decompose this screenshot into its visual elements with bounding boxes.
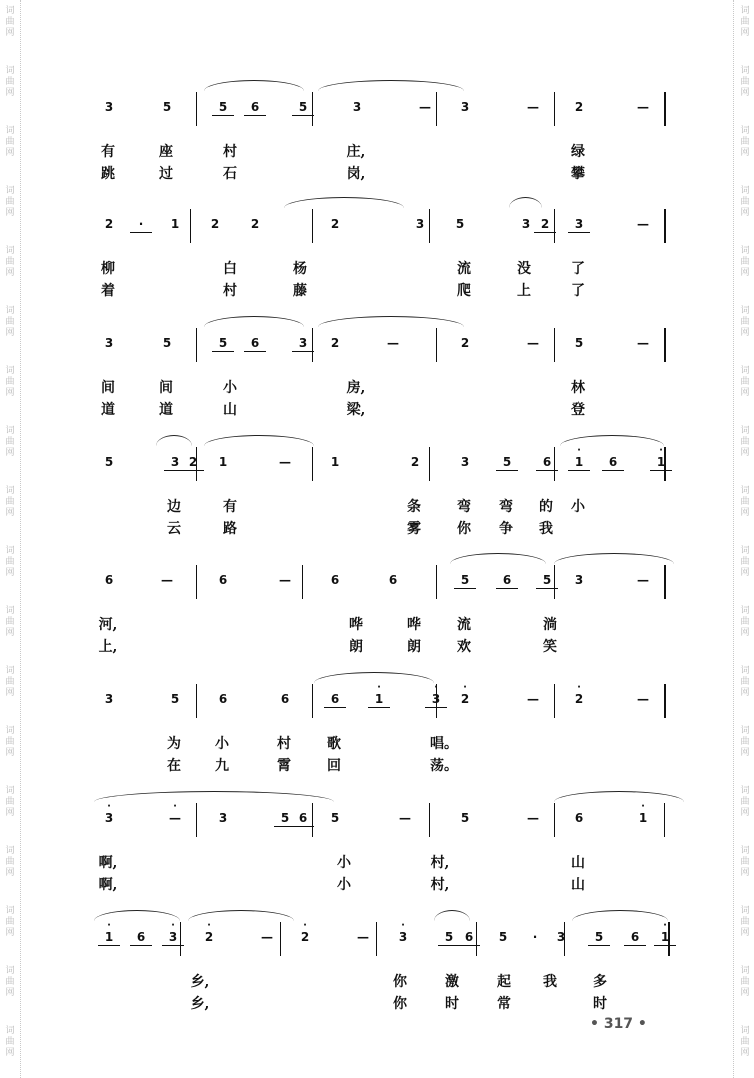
note: 3 · bbox=[392, 930, 414, 944]
slur bbox=[204, 80, 304, 91]
bar-line bbox=[376, 922, 377, 956]
octave-dot: · bbox=[171, 920, 175, 931]
watermark-text: 词 曲 网 bbox=[5, 906, 15, 938]
bar-line bbox=[196, 684, 197, 718]
lyric-verse-1: 小 bbox=[223, 380, 237, 396]
bar-line bbox=[196, 447, 197, 481]
watermark-text: 词 曲 网 bbox=[5, 606, 15, 638]
octave-dot: · bbox=[207, 920, 211, 931]
note: 5 bbox=[170, 692, 180, 706]
lyric-verse-1: 边 bbox=[167, 499, 181, 515]
note: 3 bbox=[352, 100, 362, 114]
note: — bbox=[399, 811, 411, 825]
note: 6 bbox=[602, 455, 624, 471]
lyric-verse-2: 朗 bbox=[407, 639, 421, 655]
lyric-verse-2: 上, bbox=[98, 639, 118, 655]
right-margin-watermark bbox=[733, 0, 754, 1078]
notation-line bbox=[84, 799, 684, 839]
score-system bbox=[84, 680, 684, 800]
watermark-text: 词 曲 网 bbox=[740, 6, 750, 38]
note: 3 · bbox=[425, 692, 447, 708]
watermark-text: 词 曲 网 bbox=[5, 366, 15, 398]
note: 1 · bbox=[654, 930, 676, 946]
bar-line bbox=[564, 922, 565, 956]
lyric-verse-1: 弯 bbox=[499, 499, 513, 515]
bar-line bbox=[312, 209, 313, 243]
note: 2 bbox=[182, 455, 204, 471]
lyric-verse-2: 岗, bbox=[346, 166, 366, 182]
watermark-text: 词 曲 网 bbox=[740, 906, 750, 938]
note: 6 bbox=[536, 455, 558, 471]
note: 2 bbox=[250, 217, 260, 231]
note: 1 bbox=[330, 455, 340, 469]
note: 6 bbox=[624, 930, 646, 946]
lyric-verse-2: 朗 bbox=[349, 639, 363, 655]
octave-dot: · bbox=[107, 801, 111, 812]
note: 3 bbox=[574, 573, 584, 587]
note: 1 bbox=[170, 217, 180, 231]
lyric-verse-2: 山 bbox=[223, 402, 237, 418]
lyric-verse-2: 村, bbox=[430, 877, 450, 893]
lyric-verse-1: 了 bbox=[571, 261, 585, 277]
lyric-verse-1: 座 bbox=[159, 144, 173, 160]
lyric-verse-2: 小 bbox=[337, 877, 351, 893]
notation-line bbox=[84, 918, 684, 958]
note: 2 · bbox=[568, 692, 590, 706]
watermark-text: 词 曲 网 bbox=[740, 726, 750, 758]
slur bbox=[318, 80, 464, 91]
watermark-text: 词 曲 网 bbox=[5, 966, 15, 998]
watermark-text: 词 曲 网 bbox=[5, 666, 15, 698]
lyric-verse-1: 间 bbox=[101, 380, 115, 396]
lyric-verse-1: 弯 bbox=[457, 499, 471, 515]
bar-line bbox=[554, 209, 555, 243]
lyric-verse-2: 山 bbox=[571, 877, 585, 893]
lyric-verse-2: 在 bbox=[167, 758, 181, 774]
lyric-verse-2: 爬 bbox=[457, 283, 471, 299]
lyric-verse-2: 九 bbox=[215, 758, 229, 774]
bar-line bbox=[196, 565, 197, 599]
note: 2 bbox=[210, 217, 220, 231]
note: 6 bbox=[104, 573, 114, 587]
watermark-text: 词 曲 网 bbox=[740, 546, 750, 578]
lyric-verse-2: 云 bbox=[167, 521, 181, 537]
lyric-verse-1: 林 bbox=[571, 380, 585, 396]
lyric-verse-2: 了 bbox=[571, 283, 585, 299]
note: 6 bbox=[496, 573, 518, 589]
note: — bbox=[527, 336, 539, 350]
note: — bbox=[387, 336, 399, 350]
watermark-text: 词 曲 网 bbox=[740, 486, 750, 518]
lyric-verse-2: 登 bbox=[571, 402, 585, 418]
note: 5 bbox=[454, 573, 476, 589]
watermark-text: 词 曲 网 bbox=[5, 126, 15, 158]
watermark-text: 词 曲 网 bbox=[740, 186, 750, 218]
note: — · bbox=[164, 811, 186, 825]
note: 5 bbox=[536, 573, 558, 589]
lyric-verse-2: 荡。 bbox=[430, 758, 458, 774]
watermark-text: 词 曲 网 bbox=[5, 246, 15, 278]
note: 3 · bbox=[162, 930, 184, 946]
lyric-verse-1: 村, bbox=[430, 855, 450, 871]
note: — bbox=[637, 336, 649, 350]
bar-line bbox=[429, 209, 430, 243]
bar-line bbox=[312, 803, 313, 837]
bar-line bbox=[554, 92, 555, 126]
notation-line bbox=[84, 324, 684, 364]
lyric-verse-2: 跳 bbox=[101, 166, 115, 182]
note: 1 · bbox=[568, 455, 590, 471]
watermark-text: 词 曲 网 bbox=[740, 126, 750, 158]
note: 5 bbox=[212, 100, 234, 116]
lyric-verse-1: 激 bbox=[445, 974, 459, 990]
lyric-verse-1: 有 bbox=[101, 144, 115, 160]
watermark-text: 词 曲 网 bbox=[5, 306, 15, 338]
octave-dot: · bbox=[173, 801, 177, 812]
note: 5 bbox=[460, 811, 470, 825]
watermark-text: 词 曲 网 bbox=[5, 66, 15, 98]
note: 3 bbox=[104, 692, 114, 706]
bar-line bbox=[554, 565, 555, 599]
lyric-verse-1: 山 bbox=[571, 855, 585, 871]
lyric-verse-2: 时 bbox=[445, 996, 459, 1012]
watermark-text: 词 曲 网 bbox=[740, 246, 750, 278]
note: — bbox=[357, 930, 369, 944]
notation-line bbox=[84, 680, 684, 720]
lyric-verse-2: 上 bbox=[517, 283, 531, 299]
lyric-verse-2: 村 bbox=[223, 283, 237, 299]
lyric-verse-1: 流 bbox=[457, 261, 471, 277]
note: 6 bbox=[218, 573, 228, 587]
lyric-verse-1: 的 bbox=[539, 499, 553, 515]
octave-dot: · bbox=[303, 920, 307, 931]
note: — bbox=[637, 692, 649, 706]
note: 6 bbox=[458, 930, 480, 946]
note: 2 bbox=[330, 217, 340, 231]
note: 3 bbox=[415, 217, 425, 231]
lyric-verse-2: 时 bbox=[593, 996, 607, 1012]
bar-line bbox=[312, 447, 313, 481]
octave-dot: · bbox=[377, 682, 381, 693]
bar-line bbox=[436, 684, 437, 718]
note: 3 bbox=[292, 336, 314, 352]
bar-line bbox=[436, 92, 437, 126]
bar-line bbox=[664, 209, 666, 243]
note: 5 bbox=[330, 811, 340, 825]
octave-dot: · bbox=[577, 445, 581, 456]
lyric-verse-1: 我 bbox=[543, 974, 557, 990]
bar-line bbox=[196, 92, 197, 126]
note: — bbox=[161, 573, 173, 587]
lyric-verse-2: 攀 bbox=[571, 166, 585, 182]
note: 5 bbox=[438, 930, 460, 946]
lyric-verse-2: 我 bbox=[539, 521, 553, 537]
lyric-verse-1: 绿 bbox=[571, 144, 585, 160]
score-system bbox=[84, 324, 684, 444]
bar-line bbox=[280, 922, 281, 956]
note: 6 bbox=[218, 692, 228, 706]
octave-dot: · bbox=[663, 920, 667, 931]
note: 1 · bbox=[650, 455, 672, 471]
note: — bbox=[527, 692, 539, 706]
bar-line bbox=[312, 328, 313, 362]
octave-dot: · bbox=[463, 682, 467, 693]
bar-line bbox=[476, 922, 477, 956]
lyric-verse-1: 柳 bbox=[101, 261, 115, 277]
page-number: • 317 • bbox=[590, 1016, 647, 1032]
note: 6 bbox=[280, 692, 290, 706]
octave-dot: · bbox=[641, 801, 645, 812]
note: 3 bbox=[104, 336, 114, 350]
note: 5 bbox=[292, 100, 314, 116]
octave-dot: · bbox=[401, 920, 405, 931]
watermark-text: 词 曲 网 bbox=[5, 846, 15, 878]
lyric-verse-2: 梁, bbox=[346, 402, 366, 418]
lyric-verse-2: 争 bbox=[499, 521, 513, 537]
note: 5 bbox=[496, 455, 518, 471]
bar-line bbox=[196, 803, 197, 837]
watermark-text: 词 曲 网 bbox=[740, 306, 750, 338]
lyric-verse-2: 藤 bbox=[293, 283, 307, 299]
octave-dot: · bbox=[434, 682, 438, 693]
bar-line bbox=[302, 565, 303, 599]
lyric-verse-1: 村 bbox=[223, 144, 237, 160]
lyric-verse-2: 霄 bbox=[277, 758, 291, 774]
octave-dot: · bbox=[659, 445, 663, 456]
lyric-verse-2: 乡, bbox=[190, 996, 210, 1012]
watermark-text: 词 曲 网 bbox=[740, 426, 750, 458]
bar-line bbox=[664, 92, 666, 126]
note: — bbox=[637, 100, 649, 114]
note: · bbox=[130, 217, 152, 233]
note: 3 bbox=[164, 455, 186, 471]
lyric-verse-2: 雾 bbox=[407, 521, 421, 537]
watermark-text: 词 曲 网 bbox=[740, 666, 750, 698]
score-system bbox=[84, 799, 684, 919]
note: 3 bbox=[521, 217, 531, 231]
watermark-text: 词 曲 网 bbox=[740, 606, 750, 638]
bar-line bbox=[664, 684, 666, 718]
lyric-verse-1: 庄, bbox=[346, 144, 366, 160]
note: 3 bbox=[104, 100, 114, 114]
note: 2 bbox=[460, 336, 470, 350]
bar-line bbox=[180, 922, 181, 956]
bar-line bbox=[554, 684, 555, 718]
note: 2 bbox=[410, 455, 420, 469]
lyric-verse-2: 啊, bbox=[98, 877, 118, 893]
lyric-verse-1: 条 bbox=[407, 499, 421, 515]
note: 5 bbox=[588, 930, 610, 946]
lyric-verse-2: 道 bbox=[101, 402, 115, 418]
lyric-verse-1: 房, bbox=[346, 380, 366, 396]
note: 1 bbox=[218, 455, 228, 469]
note: 2 bbox=[104, 217, 114, 231]
note: 5 bbox=[212, 336, 234, 352]
bar-line bbox=[429, 447, 430, 481]
note: 6 bbox=[324, 692, 346, 708]
lyric-verse-1: 小 bbox=[337, 855, 351, 871]
bar-line bbox=[196, 328, 197, 362]
lyric-verse-1: 没 bbox=[517, 261, 531, 277]
score-system bbox=[84, 88, 684, 208]
note: 5 bbox=[274, 811, 296, 827]
note: — bbox=[419, 100, 431, 114]
note: 2 bbox=[574, 100, 584, 114]
note: · bbox=[532, 930, 538, 944]
notation-line bbox=[84, 561, 684, 601]
note: 5 bbox=[498, 930, 508, 944]
lyric-verse-2: 着 bbox=[101, 283, 115, 299]
lyric-verse-1: 唱。 bbox=[430, 736, 458, 752]
octave-dot: · bbox=[107, 920, 111, 931]
note: — bbox=[527, 811, 539, 825]
watermark-text: 词 曲 网 bbox=[5, 786, 15, 818]
bar-line bbox=[190, 209, 191, 243]
lyric-verse-2: 笑 bbox=[543, 639, 557, 655]
note: 2 · bbox=[294, 930, 316, 944]
score-system bbox=[84, 443, 684, 563]
score-system bbox=[84, 205, 684, 325]
notation-line bbox=[84, 205, 684, 245]
lyric-verse-1: 河, bbox=[98, 617, 118, 633]
note: — bbox=[279, 573, 291, 587]
lyric-verse-1: 间 bbox=[159, 380, 173, 396]
octave-dot: · bbox=[577, 682, 581, 693]
note: 5 bbox=[162, 336, 172, 350]
lyric-verse-2: 欢 bbox=[457, 639, 471, 655]
watermark-text: 词 曲 网 bbox=[5, 186, 15, 218]
lyric-verse-1: 村 bbox=[277, 736, 291, 752]
note: 3 bbox=[568, 217, 590, 233]
watermark-text: 词 曲 网 bbox=[5, 726, 15, 758]
lyric-verse-1: 有 bbox=[223, 499, 237, 515]
lyric-verse-1: 杨 bbox=[293, 261, 307, 277]
bar-line bbox=[429, 803, 430, 837]
note: 6 bbox=[292, 811, 314, 827]
lyric-verse-1: 歌 bbox=[327, 736, 341, 752]
lyric-verse-2: 常 bbox=[497, 996, 511, 1012]
lyric-verse-1: 乡, bbox=[190, 974, 210, 990]
bar-line bbox=[664, 328, 666, 362]
watermark-text: 词 曲 网 bbox=[5, 546, 15, 578]
watermark-text: 词 曲 网 bbox=[740, 966, 750, 998]
watermark-text: 词 曲 网 bbox=[740, 1026, 750, 1058]
note: 3 · bbox=[98, 811, 120, 825]
lyric-verse-2: 你 bbox=[393, 996, 407, 1012]
note: 5 bbox=[455, 217, 465, 231]
note: 6 bbox=[130, 930, 152, 946]
lyric-verse-1: 啊, bbox=[98, 855, 118, 871]
watermark-text: 词 曲 网 bbox=[740, 366, 750, 398]
note: 2 bbox=[330, 336, 340, 350]
note: — bbox=[637, 573, 649, 587]
note: 1 · bbox=[368, 692, 390, 708]
watermark-text: 词 曲 网 bbox=[5, 426, 15, 458]
note: — bbox=[261, 930, 273, 944]
bar-line bbox=[664, 565, 666, 599]
note: 2 · bbox=[454, 692, 476, 706]
bar-line bbox=[554, 328, 555, 362]
note: 6 bbox=[330, 573, 340, 587]
watermark-text: 词 曲 网 bbox=[740, 846, 750, 878]
note: 3 bbox=[218, 811, 228, 825]
note: 6 bbox=[244, 100, 266, 116]
note: 2 bbox=[534, 217, 556, 233]
watermark-text: 词 曲 网 bbox=[5, 6, 15, 38]
bar-line bbox=[668, 922, 670, 956]
notation-line bbox=[84, 443, 684, 483]
lyric-verse-1: 流 bbox=[457, 617, 471, 633]
note: 3 bbox=[460, 100, 470, 114]
lyric-verse-1: 起 bbox=[497, 974, 511, 990]
note: 3 bbox=[556, 930, 566, 944]
lyric-verse-1: 哗 bbox=[349, 617, 363, 633]
bar-line bbox=[312, 684, 313, 718]
lyric-verse-1: 你 bbox=[393, 974, 407, 990]
lyric-verse-1: 小 bbox=[215, 736, 229, 752]
bar-line bbox=[664, 803, 665, 837]
note: 3 bbox=[460, 455, 470, 469]
note: 6 bbox=[388, 573, 398, 587]
lyric-verse-1: 白 bbox=[223, 261, 237, 277]
left-margin-watermark bbox=[0, 0, 21, 1078]
bar-line bbox=[436, 328, 437, 362]
lyric-verse-1: 多 bbox=[593, 974, 607, 990]
lyric-verse-1: 淌 bbox=[543, 617, 557, 633]
lyric-verse-2: 道 bbox=[159, 402, 173, 418]
note: 6 bbox=[244, 336, 266, 352]
note: 1 · bbox=[98, 930, 120, 946]
note: — bbox=[279, 455, 291, 469]
lyric-verse-1: 小 bbox=[571, 499, 585, 515]
lyric-verse-2: 过 bbox=[159, 166, 173, 182]
note: 5 bbox=[104, 455, 114, 469]
bar-line bbox=[436, 565, 437, 599]
bar-line bbox=[664, 447, 666, 481]
bar-line bbox=[554, 803, 555, 837]
bar-line bbox=[554, 447, 555, 481]
note: 6 bbox=[574, 811, 584, 825]
watermark-text: 词 曲 网 bbox=[740, 66, 750, 98]
lyric-verse-2: 路 bbox=[223, 521, 237, 537]
lyric-verse-2: 回 bbox=[327, 758, 341, 774]
watermark-text: 词 曲 网 bbox=[5, 486, 15, 518]
note: 2 · bbox=[198, 930, 220, 944]
bar-line bbox=[312, 92, 313, 126]
note: — bbox=[527, 100, 539, 114]
lyric-verse-2: 你 bbox=[457, 521, 471, 537]
note: 5 bbox=[574, 336, 584, 350]
lyric-verse-1: 哗 bbox=[407, 617, 421, 633]
note: 1 · bbox=[632, 811, 654, 825]
notation-line bbox=[84, 88, 684, 128]
score-system bbox=[84, 561, 684, 681]
note: — bbox=[637, 217, 649, 231]
note: 5 bbox=[162, 100, 172, 114]
lyric-verse-2: 石 bbox=[223, 166, 237, 182]
watermark-text: 词 曲 网 bbox=[5, 1026, 15, 1058]
lyric-verse-1: 为 bbox=[167, 736, 181, 752]
watermark-text: 词 曲 网 bbox=[740, 786, 750, 818]
